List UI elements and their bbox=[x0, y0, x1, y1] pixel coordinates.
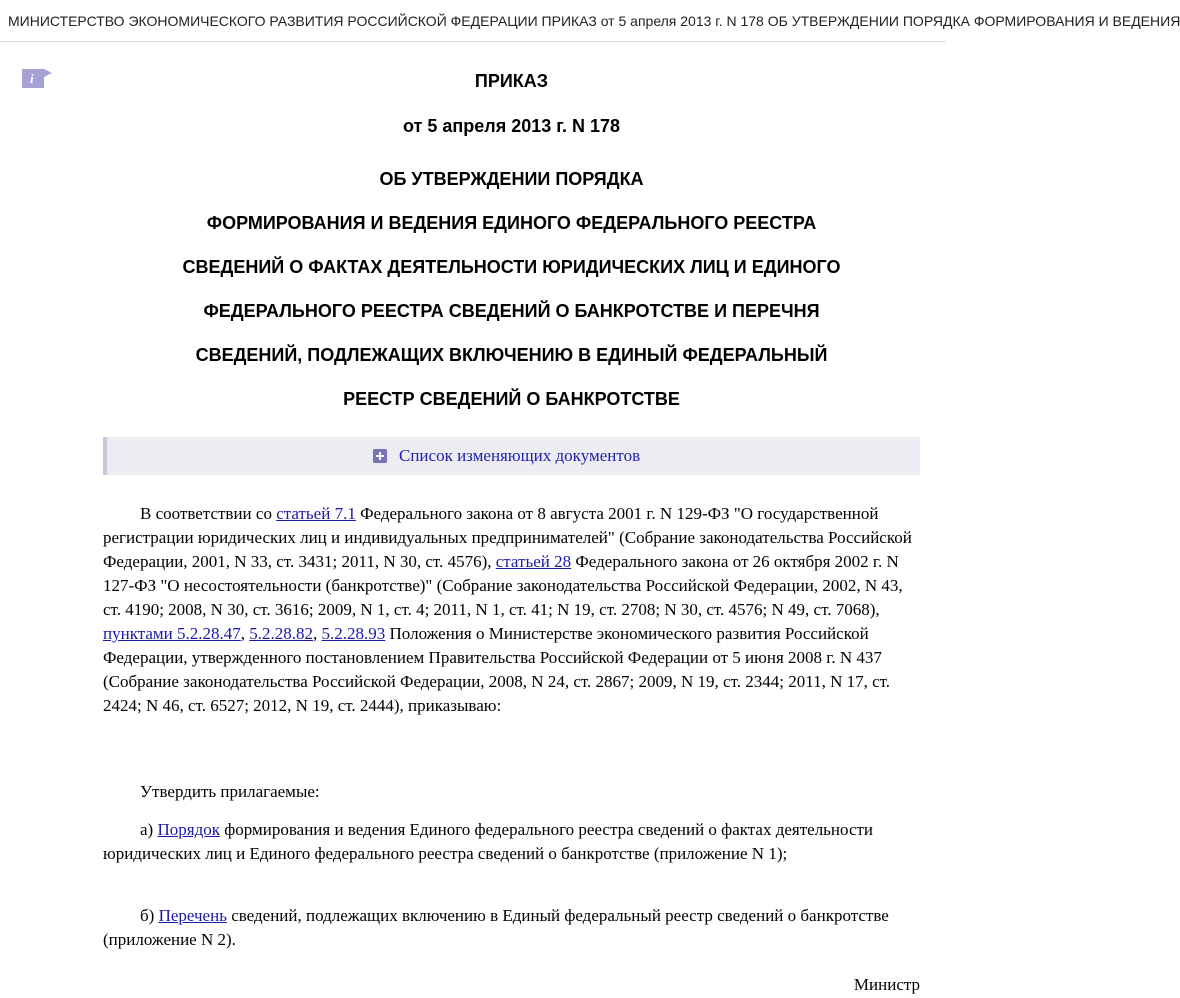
preamble-text: В соответствии со bbox=[140, 504, 277, 523]
preamble-text: Федерального закона от 26 октября 2002 г. N 127-ФЗ "О несостоятельности (банкротстве)" (Собрание законодательства Российской Федерации, 2002, N 43, ст. 4190; 2008, N 30, ст. 3616; 2009, N 1, ст. 4; 2011, N 1, ст. 41; N 19, ст. 2708; N 30, ст. 4576; N 49, ст. 7068), bbox=[103, 552, 903, 619]
title-line-5: СВЕДЕНИЙ, ПОДЛЕЖАЩИХ ВКЛЮЧЕНИЮ В ЕДИНЫЙ ФЕДЕРАЛЬНЫЙ bbox=[195, 345, 828, 365]
document-title-bar bbox=[0, 0, 1180, 42]
svg-text:i: i bbox=[30, 71, 34, 86]
document-title: МИНИСТЕРСТВО ЭКОНОМИЧЕСКОГО РАЗВИТИЯ РОССИЙСКОЙ ФЕДЕРАЦИИ ПРИКАЗ от 5 апреля 2013 г. N 178 ОБ УТВЕРЖДЕНИИ ПОРЯДКА ФОРМИРОВАНИЯ И ВЕДЕНИЯ bbox=[8, 13, 1180, 29]
preamble-text: , bbox=[240, 624, 250, 643]
link-point-5-2-28-82[interactable]: 5.2.28.82 bbox=[249, 624, 314, 643]
item-b-text: сведений, подлежащих включению в Единый федеральный реестр сведений о банкротстве (приложение N 2). bbox=[103, 906, 889, 949]
preamble-text: , bbox=[313, 624, 322, 643]
approve-text: Утвердить прилагаемые: bbox=[140, 782, 320, 801]
date-number-heading: от 5 апреля 2013 г. N 178 bbox=[403, 116, 620, 136]
preamble-text: Федерального закона от 8 августа 2001 г. N 129-ФЗ "О государственной регистрации юридических лиц и индивидуальных предпринимателей" (Собрание законодательства Российской Федерации, 2001, N 33, ст. 3431; 2011, N 30, ст. 4576), bbox=[103, 504, 912, 571]
title-line-4: ФЕДЕРАЛЬНОГО РЕЕСТРА СВЕДЕНИЙ О БАНКРОТСТВЕ И ПЕРЕЧНЯ bbox=[203, 301, 820, 321]
info-icon[interactable] bbox=[20, 68, 53, 90]
item-a-text: формирования и ведения Единого федерального реестра сведений о фактах деятельности юридических лиц и Единого федерального реестра сведений о банкротстве (приложение N 1); bbox=[103, 820, 874, 863]
changes-panel bbox=[103, 437, 920, 475]
changes-link[interactable]: Список изменяющих документов bbox=[399, 446, 641, 465]
link-article-28[interactable]: статьей 28 bbox=[495, 552, 572, 571]
link-point-5-2-28-47[interactable]: пунктами 5.2.28.47 bbox=[103, 624, 241, 643]
title-line-1: ОБ УТВЕРЖДЕНИИ ПОРЯДКА bbox=[379, 169, 644, 189]
item-a-paragraph bbox=[103, 818, 920, 866]
doc-type-heading: ПРИКАЗ bbox=[474, 71, 549, 91]
expand-plus-icon[interactable] bbox=[373, 449, 387, 463]
item-b-paragraph bbox=[103, 904, 920, 952]
link-perechen[interactable]: Перечень bbox=[158, 906, 227, 925]
changes-toggle[interactable] bbox=[373, 447, 640, 465]
item-a-prefix: а) bbox=[140, 820, 158, 839]
preamble-paragraph bbox=[103, 502, 920, 718]
link-poryadok[interactable]: Порядок bbox=[157, 820, 220, 839]
item-b-prefix: б) bbox=[140, 906, 159, 925]
link-point-5-2-28-93[interactable]: 5.2.28.93 bbox=[321, 624, 386, 643]
approve-paragraph bbox=[103, 780, 920, 804]
title-line-6: РЕЕСТР СВЕДЕНИЙ О БАНКРОТСТВЕ bbox=[343, 389, 680, 409]
title-line-2: ФОРМИРОВАНИЯ И ВЕДЕНИЯ ЕДИНОГО ФЕДЕРАЛЬНОГО РЕЕСТРА bbox=[206, 213, 817, 233]
title-line-3: СВЕДЕНИЙ О ФАКТАХ ДЕЯТЕЛЬНОСТИ ЮРИДИЧЕСКИХ ЛИЦ И ЕДИНОГО bbox=[182, 257, 841, 277]
signoff-title: Министр bbox=[853, 975, 920, 994]
link-article-7-1[interactable]: статьей 7.1 bbox=[276, 504, 356, 523]
preamble-text: Положения о Министерстве экономического развития Российской Федерации, утвержденного постановлением Правительства Российской Федерации от 5 июня 2008 г. N 437 (Собрание законодательства Российской Федерации, 2008, N 24, ст. 2867; 2009, N 19, ст. 2344; 2011, N 17, ст. 2424; N 46, ст. 6527; 2012, N 19, ст. 2444), приказываю: bbox=[103, 624, 891, 715]
